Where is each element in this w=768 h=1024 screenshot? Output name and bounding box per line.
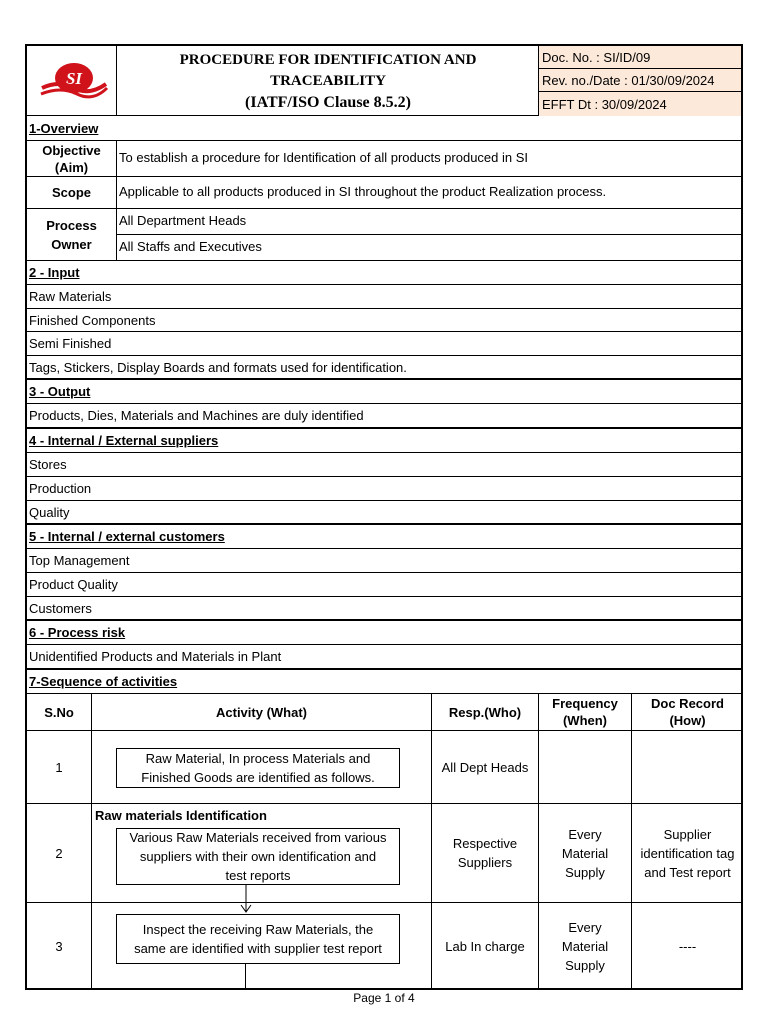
table-cell-resp: Respective Suppliers	[452, 836, 518, 870]
scope-row	[27, 177, 741, 209]
section-heading-suppliers: 4 - Internal / External suppliers	[27, 429, 741, 453]
scope-label: Scope	[27, 177, 117, 208]
objective-text: To establish a procedure for Identification of all products produced in SI	[119, 150, 529, 165]
doc-number: Doc. No. : SI/ID/09	[539, 46, 741, 69]
section-heading-risk: 6 - Process risk	[27, 621, 741, 645]
objective-row	[27, 141, 741, 177]
flow-arrow	[240, 885, 252, 915]
list-item: Raw Materials	[27, 285, 741, 309]
header-section	[27, 46, 741, 116]
process-owner-row	[27, 209, 741, 261]
column-header-resp: Resp.(Who)	[448, 704, 522, 720]
page-number: Page 1 of 4	[353, 991, 415, 1005]
list-item: Unidentified Products and Materials in Plant	[27, 645, 741, 670]
table-cell-doc-record: Supplier identification tag and Test report	[640, 826, 735, 880]
column-header-activity: Activity (What)	[216, 704, 307, 720]
table-cell-resp: All Dept Heads	[441, 759, 529, 775]
list-item: Stores	[27, 453, 741, 477]
activity-box: Various Raw Materials received from various suppliers with their own identification and test reports	[116, 828, 400, 885]
list-item: Production	[27, 477, 741, 501]
table-cell-frequency: Every Material Supply	[561, 826, 609, 880]
column-header-doc-record: Doc Record (How)	[651, 696, 724, 728]
list-item: Tags, Stickers, Display Boards and formats used for identification.	[27, 356, 741, 380]
table-cell-doc-record: ----	[678, 939, 697, 954]
section-heading-input: 2 - Input	[27, 261, 741, 285]
owner-item: All Staffs and Executives	[119, 239, 262, 254]
column-header-frequency: Frequency (When)	[552, 696, 618, 728]
list-item: Product Quality	[27, 573, 741, 597]
list-item: Semi Finished	[27, 332, 741, 356]
document-frame	[25, 44, 743, 990]
list-item: Customers	[27, 597, 741, 621]
sub-heading: Raw materials Identification	[95, 808, 267, 823]
table-cell-sno: 3	[55, 939, 63, 954]
svg-text:SI: SI	[65, 69, 83, 88]
table-cell-resp: Lab In charge	[445, 939, 525, 954]
title-line-1: PROCEDURE FOR IDENTIFICATION AND	[179, 51, 477, 68]
activity-box: Raw Material, In process Materials and Finished Goods are identified as follows.	[116, 748, 400, 788]
section-heading-customers: 5 - Internal / external customers	[27, 525, 741, 549]
revision-date: Rev. no./Date : 01/30/09/2024	[539, 69, 741, 92]
section-heading-output: 3 - Output	[27, 380, 741, 404]
list-item: Quality	[27, 501, 741, 525]
effective-date: EFFT Dt : 30/09/2024	[539, 92, 741, 116]
activity-table	[27, 694, 741, 990]
activity-box: Inspect the receiving Raw Materials, the same are identified with supplier test report	[116, 914, 400, 964]
document-title	[117, 46, 539, 116]
list-item: Top Management	[27, 549, 741, 573]
logo-cell	[27, 46, 117, 116]
objective-label: Objective (Aim)	[27, 141, 117, 176]
list-item: Products, Dies, Materials and Machines are duly identified	[27, 404, 741, 429]
title-line-3: (IATF/ISO Clause 8.5.2)	[245, 93, 411, 111]
section-heading-overview: 1-Overview	[27, 116, 741, 141]
scope-text: Applicable to all products produced in SI throughout the product Realization process.	[119, 184, 607, 199]
company-logo	[39, 58, 109, 104]
list-item: Finished Components	[27, 309, 741, 332]
section-heading-sequence: 7-Sequence of activities	[27, 670, 741, 694]
owner-item: All Department Heads	[119, 213, 247, 228]
process-owner-label: Process Owner	[27, 209, 117, 260]
table-cell-frequency: Every Material Supply	[561, 920, 609, 973]
column-header-sno: S.No	[44, 704, 74, 720]
table-cell-sno: 1	[55, 759, 63, 775]
table-cell-sno: 2	[55, 845, 63, 861]
title-line-2: TRACEABILITY	[270, 72, 386, 89]
